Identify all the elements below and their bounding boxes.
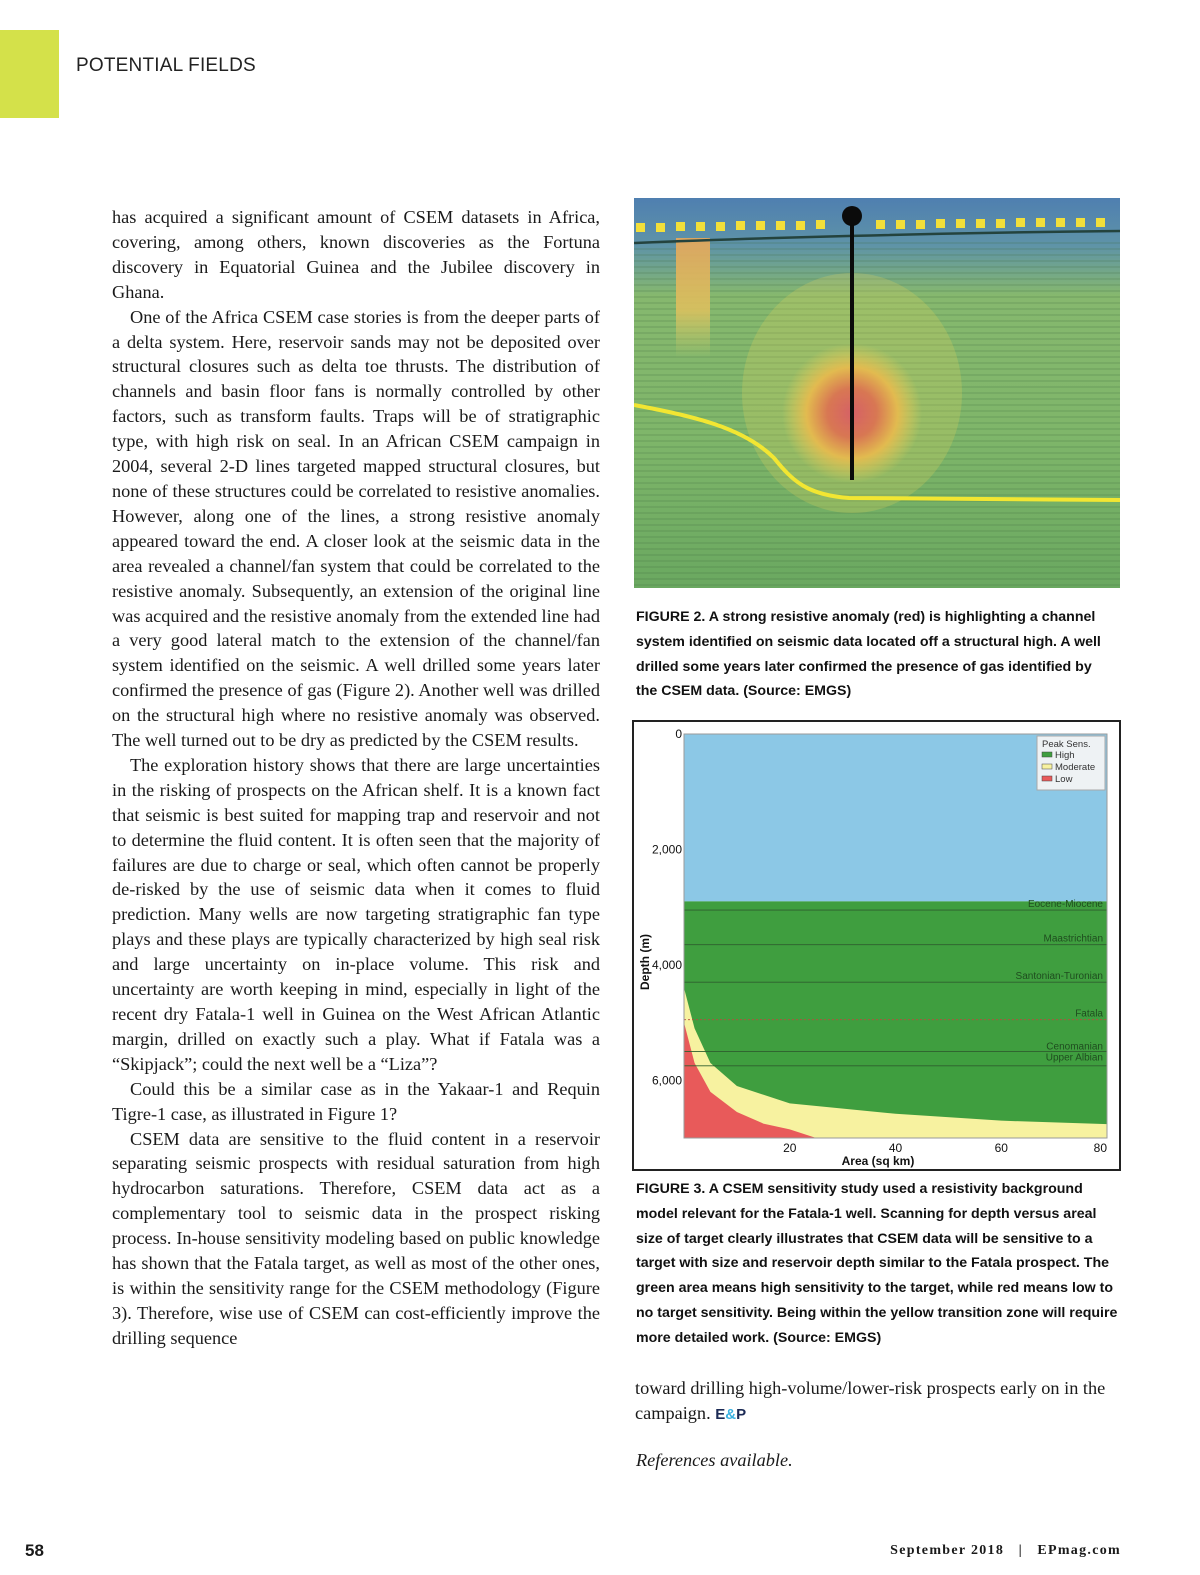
section-label: POTENTIAL FIELDS bbox=[76, 55, 256, 76]
y-tick-label-0: 0 bbox=[675, 727, 682, 741]
figure-2-seismic-image bbox=[634, 198, 1120, 588]
figure-3-chart bbox=[632, 720, 1121, 1171]
footer-issue-date: September 2018 bbox=[890, 1543, 1005, 1558]
sensitivity-chart-svg bbox=[634, 722, 1119, 1169]
page-number: 58 bbox=[25, 1541, 44, 1560]
section-color-tab bbox=[0, 30, 59, 118]
body-column-left bbox=[112, 205, 600, 1351]
figure-3-caption bbox=[636, 1177, 1126, 1351]
legend-swatch-low bbox=[1042, 776, 1052, 781]
x-tick-label-80: 80 bbox=[1093, 1141, 1107, 1155]
paragraph-4: Could this be a similar case as in the Yakaar-1 and Requin Tigre-1 case, as illustrated in Figure 1? bbox=[112, 1078, 600, 1124]
footer-credit bbox=[890, 1543, 1121, 1559]
y-tick-label-4000: 4,000 bbox=[651, 957, 682, 972]
horizon-label-maastrichtian: Maastrichtian bbox=[1043, 933, 1103, 945]
horizon-label-upper-albian: Upper Albian bbox=[1045, 1052, 1103, 1064]
ep-end-mark-logo bbox=[715, 1406, 746, 1423]
end-mark-p: P bbox=[736, 1405, 747, 1423]
end-mark-e: E bbox=[715, 1405, 726, 1423]
well-head-marker bbox=[842, 206, 862, 226]
x-tick-label-20: 20 bbox=[783, 1141, 797, 1155]
chart-legend bbox=[1037, 736, 1105, 790]
paragraph-3: The exploration history shows that there are large uncertainties in the risking of prospects on the African shelf. It is a known fact that seismic is best suited for mapping trap and reservoir and not to determine the fluid content. It is often seen that the majority of failures are due to charge or seal, which often cannot be properly de-risked by the use of seismic data when it comes to fluid prediction. Many wells are now targeting stratigraphic fan type plays and these plays are typically characterized by high seal risk and large uncertainty on in-place volume. This risk and uncertainty are worth keeping in mind, especially in light of the recent dry Fatala-1 well in Guinea on the West African Atlantic margin, drilled on exactly such a play. What if Fatala was a “Skipjack”; could the next well be a “Liza”? bbox=[112, 754, 600, 1074]
x-tick-label-40: 40 bbox=[888, 1141, 903, 1155]
figure-3-caption-label: FIGURE 3. bbox=[636, 1181, 706, 1197]
figure-2-caption bbox=[636, 605, 1108, 704]
seismic-section-graphic bbox=[634, 198, 1120, 588]
horizon-label-fatala: Fatala bbox=[1075, 1008, 1103, 1020]
paragraph-6-text: toward drilling high-volume/lower-risk prospects early on in the campaign. bbox=[635, 1378, 1106, 1423]
legend-swatch-high bbox=[1042, 752, 1052, 757]
figure-2-caption-label: FIGURE 2. bbox=[636, 609, 706, 625]
footer-separator: | bbox=[1018, 1543, 1023, 1558]
paragraph-6 bbox=[635, 1376, 1125, 1428]
horizon-label-santonian-turonian: Santonian-Turonian bbox=[1015, 971, 1103, 983]
paragraph-2: One of the Africa CSEM case stories is from the deeper parts of a delta system. Here, reservoir sands may not be deposited over structural closures such as delta toe thrusts. The distribution of channels and basin floor fans is normally controlled by other factors, such as transform faults. Traps will be of stratigraphic type, with high risk on seal. In an African CSEM campaign in 2004, several 2-D lines targeted mapped structural closures, but none of these structures could be correlated to resistive anomalies. However, along one of the lines, a strong resistive anomaly appeared toward the end. A closer look at the seismic data in the area revealed a channel/fan system that could be correlated to the resistive anomaly. Subsequently, an extension of the original line was acquired and the resistive anomaly from the extended line had a very good lateral match to the extension of the channel/fan system identified on the seismic. A well drilled some years later confirmed the presence of gas (Figure 2). Another well was drilled on the structural high where no resistive anomaly was observed. The well turned out to be dry as predicted by the CSEM results. bbox=[112, 306, 600, 751]
legend-label-high: High bbox=[1055, 750, 1075, 761]
legend-label-low: Low bbox=[1055, 774, 1073, 785]
y-tick-label-6000: 6,000 bbox=[651, 1073, 682, 1088]
figure-3-caption-text: A CSEM sensitivity study used a resistivity background model relevant for the Fatala-1 well. Scanning for depth versus areal size of target clearly illustrates that CSEM data will be sensitive to a target with size and reservoir depth similar to the Fatala prospect. The green area means high sensitivity to the target, while red means low to no target sensitivity. Being within the yellow transition zone will require more detailed work. (Source: EMGS) bbox=[636, 1181, 1118, 1346]
y-axis-title: Depth (m) bbox=[638, 934, 652, 990]
y-tick-label-2000: 2,000 bbox=[651, 842, 682, 857]
paragraph-1: has acquired a significant amount of CSEM datasets in Africa, covering, among others, known discoveries as the Fortuna discovery in Equatorial Guinea and the Jubilee discovery in Ghana. bbox=[112, 207, 600, 302]
x-axis-title: Area (sq km) bbox=[841, 1154, 915, 1168]
end-mark-amp: & bbox=[725, 1405, 737, 1423]
body-column-right-text bbox=[635, 1376, 1125, 1428]
figure-2-caption-text: A strong resistive anomaly (red) is highlighting a channel system identified on seismic data located off a structural high. A well drilled some years later confirmed the presence of gas identified by the CSEM data. (Source: EMGS) bbox=[636, 609, 1101, 700]
x-tick-label-60: 60 bbox=[994, 1141, 1008, 1155]
legend-title: Peak Sens. bbox=[1042, 739, 1091, 750]
legend-swatch-moderate bbox=[1042, 764, 1052, 769]
footer-site: EPmag.com bbox=[1037, 1543, 1121, 1558]
paragraph-5: CSEM data are sensitive to the fluid content in a reservoir separating seismic prospects with residual saturation from high hydrocarbon saturations. Therefore, CSEM data act as a complementary tool to seismic data in the prospect risking process. In-house sensitivity modeling based on public knowledge has shown that the Fatala target, as well as most of the other ones, is within the sensitivity range for the CSEM methodology (Figure 3). Therefore, wise use of CSEM can cost-efficiently improve the drilling sequence bbox=[112, 1128, 600, 1348]
references-note: References available. bbox=[636, 1450, 793, 1470]
horizon-label-eocene-miocene: Eocene-Miocene bbox=[1027, 899, 1103, 911]
legend-label-moderate: Moderate bbox=[1055, 762, 1096, 773]
horizon-label-cenomanian: Cenomanian bbox=[1046, 1041, 1103, 1053]
